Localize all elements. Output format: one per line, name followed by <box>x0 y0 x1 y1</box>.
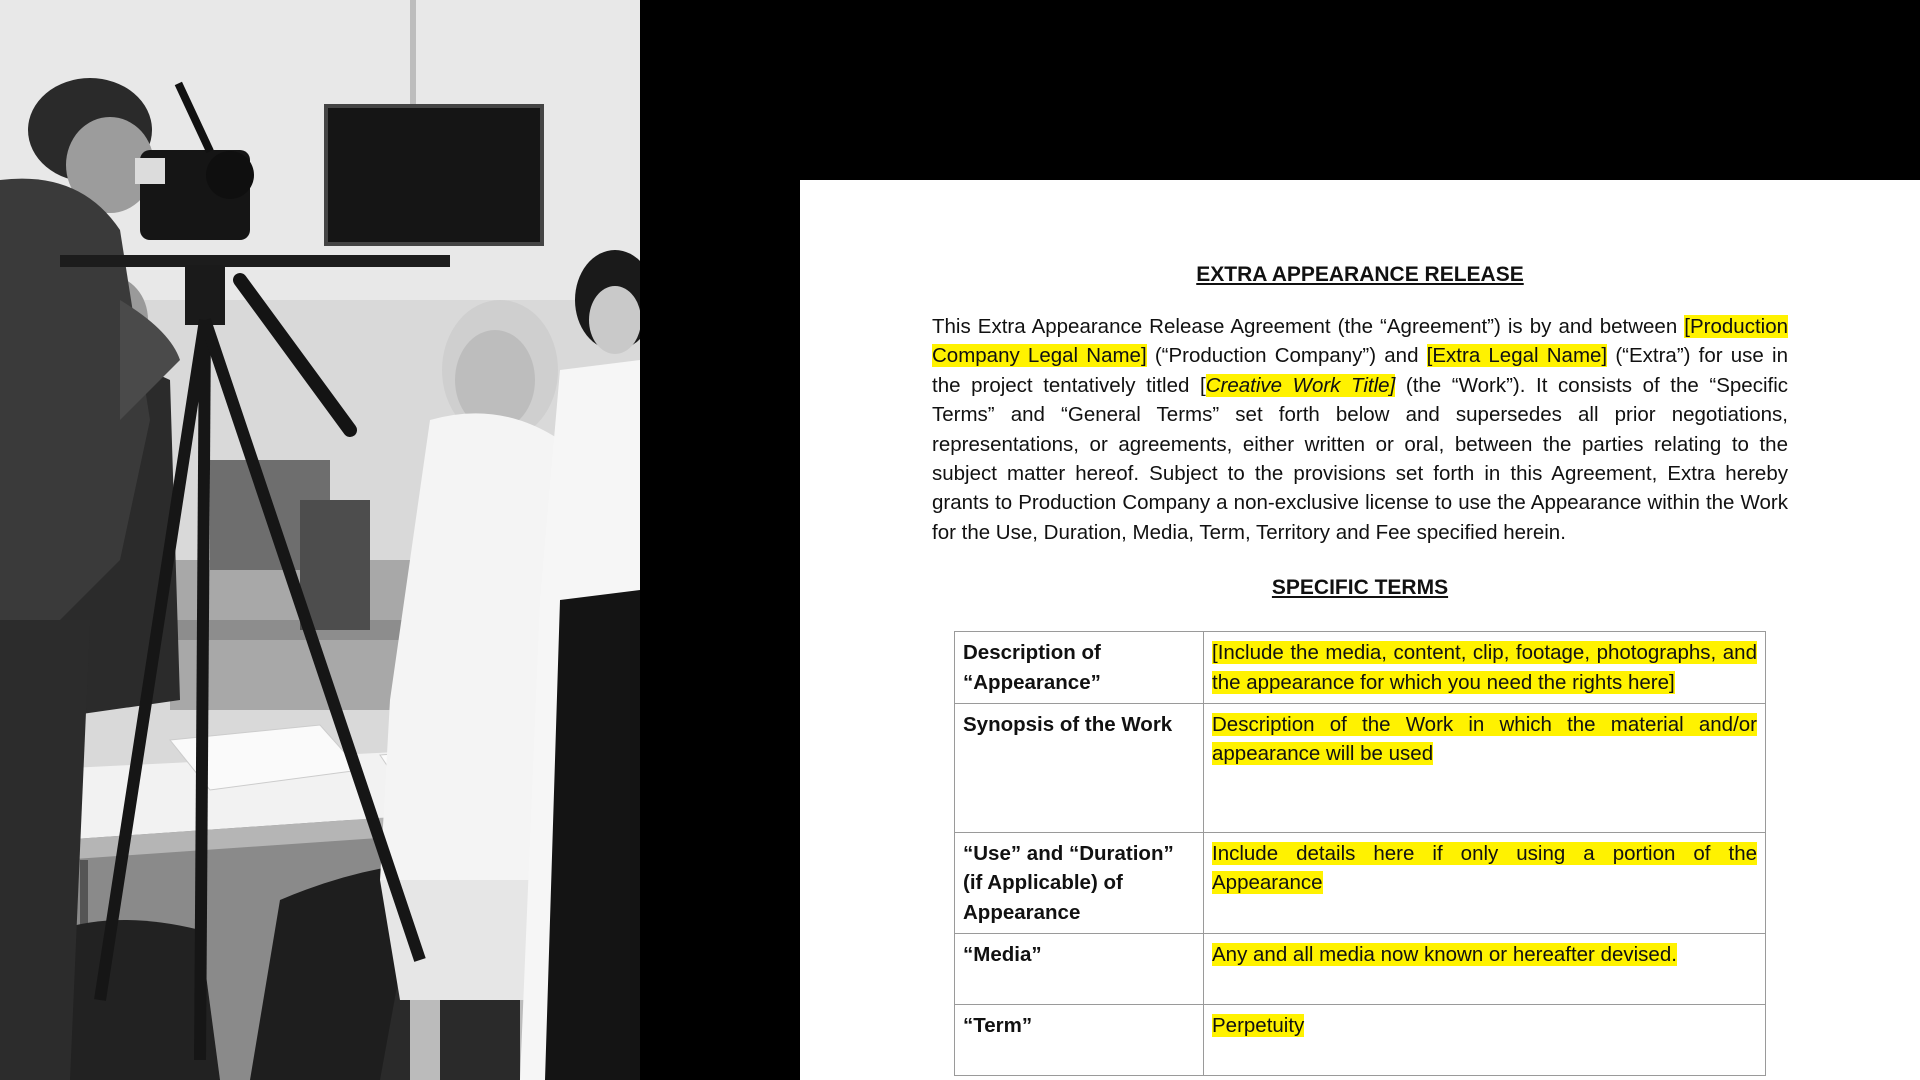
work-title-placeholder: Creative Work Title] <box>1205 373 1396 397</box>
term-value <box>1204 833 1766 934</box>
term-label: “Term” <box>955 1005 1204 1076</box>
document-body <box>932 260 1788 1076</box>
production-company-placeholder: [Production Company Legal Name] <box>932 315 1788 368</box>
table-row <box>955 934 1766 1005</box>
intro-paragraph <box>932 312 1788 547</box>
term-label: “Media” <box>955 934 1204 1005</box>
intro-text-1: This Extra Appearance Release Agreement (the “Agreement”) is by and between <box>932 315 1685 338</box>
term-value <box>1204 704 1766 833</box>
term-label: Synopsis of the Work <box>955 704 1204 833</box>
intro-text-3: (“Extra”) for use in the project tentatively titled [ <box>932 344 1788 397</box>
term-value-text: Description of the Work in which the material and/or appearance will be used <box>1212 713 1757 766</box>
term-value-text: Include details here if only using a portion of the Appearance <box>1212 842 1757 895</box>
film-crew-photo <box>0 0 640 1080</box>
document-title: EXTRA APPEARANCE RELEASE <box>1196 263 1524 286</box>
term-value <box>1204 934 1766 1005</box>
term-value-text: [Include the media, content, clip, footage, photographs, and the appearance for which you need the rights here] <box>1212 641 1757 694</box>
extra-name-placeholder: [Extra Legal Name] <box>1426 344 1608 368</box>
intro-text-2: (“Production Company”) and <box>1146 344 1427 368</box>
term-label: Description of “Appearance” <box>955 632 1204 704</box>
term-value-text: Any and all media now known or hereafter devised. <box>1212 943 1677 967</box>
intro-text-4: (the “Work”). It consists of the “Specific Terms” and “General Terms” set forth below and supersedes all prior negotiations, representations, or agreements, either written or oral, between the parties relating to the subject matter hereof. Subject to the provisions set forth in this Agreement, Extra hereby grants to Production Company a non-exclusive license to use the Appearance within the Work for the Use, Duration, Media, Term, Territory and Fee specified herein. <box>932 373 1789 544</box>
specific-terms-heading: SPECIFIC TERMS <box>1271 576 1449 600</box>
table-row <box>955 704 1766 833</box>
term-value <box>1204 1005 1766 1076</box>
specific-terms-table <box>954 631 1766 1076</box>
table-row <box>955 833 1766 934</box>
table-row <box>955 1005 1766 1076</box>
term-label: “Use” and “Duration” (if Applicable) of Appearance <box>955 833 1204 934</box>
table-row <box>955 632 1766 704</box>
term-value <box>1204 632 1766 704</box>
term-value-text: Perpetuity <box>1212 1014 1305 1038</box>
document-page <box>800 180 1920 1080</box>
